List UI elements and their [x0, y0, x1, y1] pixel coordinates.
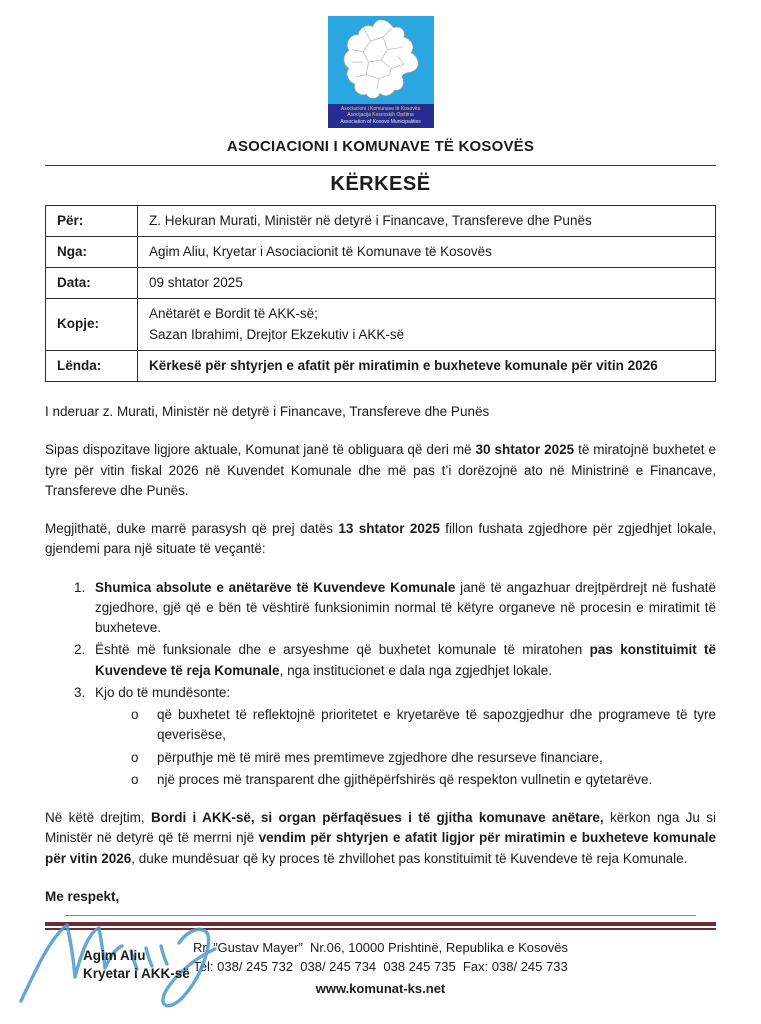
meta-row-data	[46, 268, 716, 299]
header-divider	[45, 165, 716, 166]
footer-website: www.komunat-ks.net	[315, 980, 446, 996]
letterhead	[45, 16, 716, 205]
document-title: KËRKESË	[330, 172, 431, 195]
meta-value	[138, 299, 716, 351]
numbered-list	[75, 578, 716, 791]
meta-row-nga	[46, 236, 716, 267]
signer-identity	[83, 947, 190, 983]
logo-band-line: Association of Kosovo Municipalities	[340, 118, 421, 125]
list-item: 2. Është më funksionale dhe e arsyeshme që buxhetet komunale të miratohen pas konstituimit të Kuvendeve të reja Komunale, nga institucionet e dala nga zgjedhjet lokale.	[89, 640, 716, 681]
sub-bullet-marker: o	[131, 707, 139, 722]
list-item-intro: Kjo do të mundësonte:	[95, 684, 231, 700]
paragraph-3: Në këtë drejtim, Bordi i AKK-së, si organ përfaqësues i të gjitha komunave anëtare, kërkon nga Ju si Ministër në detyrë që të merrni një vendim për shtyrjen e afatit ligjor për miratimin e buxheteve komunale për vitin 2026, duke mundësuar që ky proces të zhvillohet pas konstituimit të Kuvendeve të reja Komunale.	[45, 810, 716, 866]
logo-text-band	[328, 104, 434, 128]
paragraph-2: Megjithatë, duke marrë parasysh që prej datës 13 shtator 2025 fillon fushata zgjedhore për zgjedhjet lokale, gjendemi para një situate të veçantë:	[45, 521, 717, 557]
signer-name: Agim Aliu	[83, 948, 146, 963]
meta-label: Lënda:	[46, 350, 138, 381]
sub-bullet-text: përputhje më të mirë mes premtimeve zgjedhore dhe resurseve financiare,	[157, 749, 603, 765]
kosovo-map-icon	[328, 16, 434, 104]
letter-body	[45, 402, 716, 907]
paragraph-1: Sipas dispozitave ligjore aktuale, Komunat janë të obliguara që deri më 30 shtator 2025 të miratojnë buxhetet e tyre për vitin fiskal 2026 në Kuvendet Komunale dhe më pas t’i dorëzojnë ato në Ministrinë e Financave, Transfereve dhe Punës.	[45, 442, 716, 498]
logo-band-line: Asocijacija Kosovskih Opština	[347, 112, 414, 119]
sub-bullet	[123, 705, 716, 746]
list-item: 1. Shumica absolute e anëtarëve të Kuvendeve Komunale janë të angazhuar drejtpërdrejt në fushatë zgjedhore, gjë që e bën të vështirë funksionimin normal të këtyre organeve në procesin e miratimit të buxheteve.	[89, 578, 716, 639]
sub-bullet-text: një proces më transparent dhe gjithëpërfshirës që respekton vullnetin e qytetarëve.	[157, 771, 653, 787]
salutation: I nderuar z. Murati, Ministër në detyrë i Financave, Transfereve dhe Punës	[45, 404, 490, 419]
footer-address: Rr. ”Gustav Mayer” Nr.06, 10000 Prishtinë, Republika e Kosovës	[192, 939, 568, 955]
meta-value: 09 shtator 2025	[138, 268, 716, 299]
meta-label: Kopje:	[46, 299, 138, 351]
footer-phones: Tel: 038/ 245 732 038/ 245 734 038 245 735 Fax: 038/ 245 733	[193, 959, 568, 974]
organization-name: ASOCIACIONI I KOMUNAVE TË KOSOVËS	[226, 138, 535, 155]
meta-row-kopje	[46, 299, 716, 351]
meta-label: Nga:	[46, 236, 138, 267]
logo-band-line: Asociacioni i Komunave të Kosovës	[340, 106, 421, 112]
sub-bullet-list	[123, 705, 716, 790]
list-item	[89, 683, 716, 790]
sub-bullet-marker: o	[131, 771, 139, 787]
meta-value-line: Sazan Ibrahimi, Drejtor Ekzekutiv i AKK-së	[149, 326, 405, 342]
meta-label: Për:	[46, 205, 138, 236]
sub-bullet	[123, 770, 716, 790]
meta-value: Kërkesë për shtyrjen e afatit për miratimin e buxheteve komunale për vitin 2026	[138, 350, 716, 381]
meta-row-per	[46, 205, 716, 236]
meta-row-lenda	[46, 350, 716, 381]
sub-bullet-marker: o	[131, 749, 139, 765]
akk-logo	[328, 16, 434, 128]
signer-title: Kryetar i AKK-së	[83, 966, 190, 982]
sub-bullet-text: që buxhetet të reflektojnë prioritetet e kryetarëve të sapozgjedhur dhe programeve të tyre qeverisëse,	[157, 707, 716, 743]
meta-label: Data:	[46, 268, 138, 299]
sub-bullet	[123, 748, 716, 768]
meta-value-line: Anëtarët e Bordit të AKK-së;	[149, 306, 318, 322]
closing-phrase: Me respekt,	[45, 888, 120, 904]
meta-table	[45, 205, 716, 383]
meta-value: Agim Aliu, Kryetar i Asociacionit të Komunave të Kosovës	[138, 236, 716, 267]
meta-value: Z. Hekuran Murati, Ministër në detyrë i Financave, Transfereve dhe Punës	[138, 205, 716, 236]
